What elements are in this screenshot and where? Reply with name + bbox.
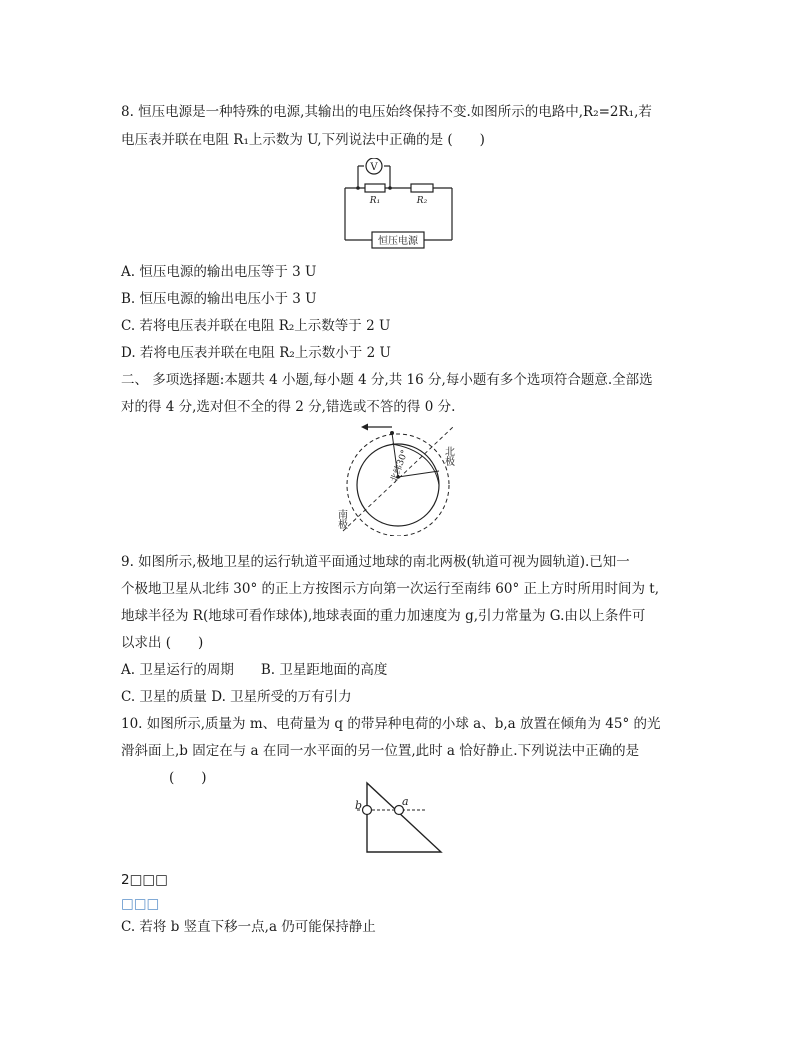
q10-text-line-2: 滑斜面上,b 固定在与 a 在同一水平面的另一位置,此时 a 恰好静止.下列说法中正确的是 [121,743,640,759]
incline-triangle [367,783,441,852]
q9-text-line-2: 个极地卫星从北纬 30° 的正上方按图示方向第一次运行至南纬 60° 正上方时所用时间为 t, [121,581,660,597]
junction-dot [388,186,392,190]
q8-text-line-2: 电压表并联在电阻 R₁上示数为 U,下列说法中正确的是 ( ) [121,132,485,148]
broken-text-line-2: □□□ [121,896,160,912]
q8-option-c: C. 若将电压表并联在电阻 R₂上示数等于 2 U [121,318,391,334]
q8-option-a: A. 恒压电源的输出电压等于 3 U [121,264,317,280]
source-label: 恒压电源 [378,236,418,247]
broken-text-line-1: 2□□□ [121,872,168,888]
resistor-r1 [365,184,385,192]
north-pole-label: 北极 [442,446,454,466]
circuit-diagram [340,158,460,250]
r2-label: R₂ [416,196,428,206]
ball-b [363,806,372,815]
q9-options-cd: C. 卫星的质量 D. 卫星所受的万有引力 [121,689,352,705]
q9-text-line-4: 以求出 ( ) [121,635,204,651]
resistor-r2 [411,184,433,192]
label-a: a [402,795,409,808]
r1-label: R₁ [369,196,381,206]
q10-text-line-3: ( ) [169,770,207,786]
orbit-circle [347,434,449,536]
satellite-dot [390,431,394,435]
latitude-label: 北纬30° [389,448,411,485]
q8-text-line-1: 8. 恒压电源是一种特殊的电源,其输出的电压始终保持不变.如图所示的电路中,R₂=2R₁,若 [121,104,652,120]
section2-text-line-2: 对的得 4 分,选对但不全的得 2 分,错选或不答的得 0 分. [121,399,456,415]
q8-option-d: D. 若将电压表并联在电阻 R₂上示数小于 2 U [121,345,391,361]
q9-text-line-3: 地球半径为 R(地球可看作球体),地球表面的重力加速度为 g,引力常量为 G.由以上条件可 [121,608,646,624]
q9-options-ab: A. 卫星运行的周期 B. 卫星距地面的高度 [121,662,388,678]
label-b: b [355,799,363,812]
q10-text-line-1: 10. 如图所示,质量为 m、电荷量为 q 的带异种电荷的小球 a、b,a 放置在倾角为 45° 的光 [121,716,661,732]
q8-option-b: B. 恒压电源的输出电压小于 3 U [121,291,317,307]
section2-text-line-1: 二、 多项选择题:本题共 4 小题,每小题 4 分,共 16 分,每小题有多个选项符合题意.全部选 [121,372,653,388]
voltmeter-label: V [370,162,378,173]
option-c-line: C. 若将 b 竖直下移一点,a 仍可能保持静止 [121,919,376,935]
polar-satellite-diagram [335,421,460,536]
incline-diagram [355,780,465,855]
south-pole-label: 南极 [335,509,347,529]
junction-dot [356,186,360,190]
q9-text-line-1: 9. 如图所示,极地卫星的运行轨道平面通过地球的南北两极(轨道可视为圆轨道).已知一 [121,554,630,570]
